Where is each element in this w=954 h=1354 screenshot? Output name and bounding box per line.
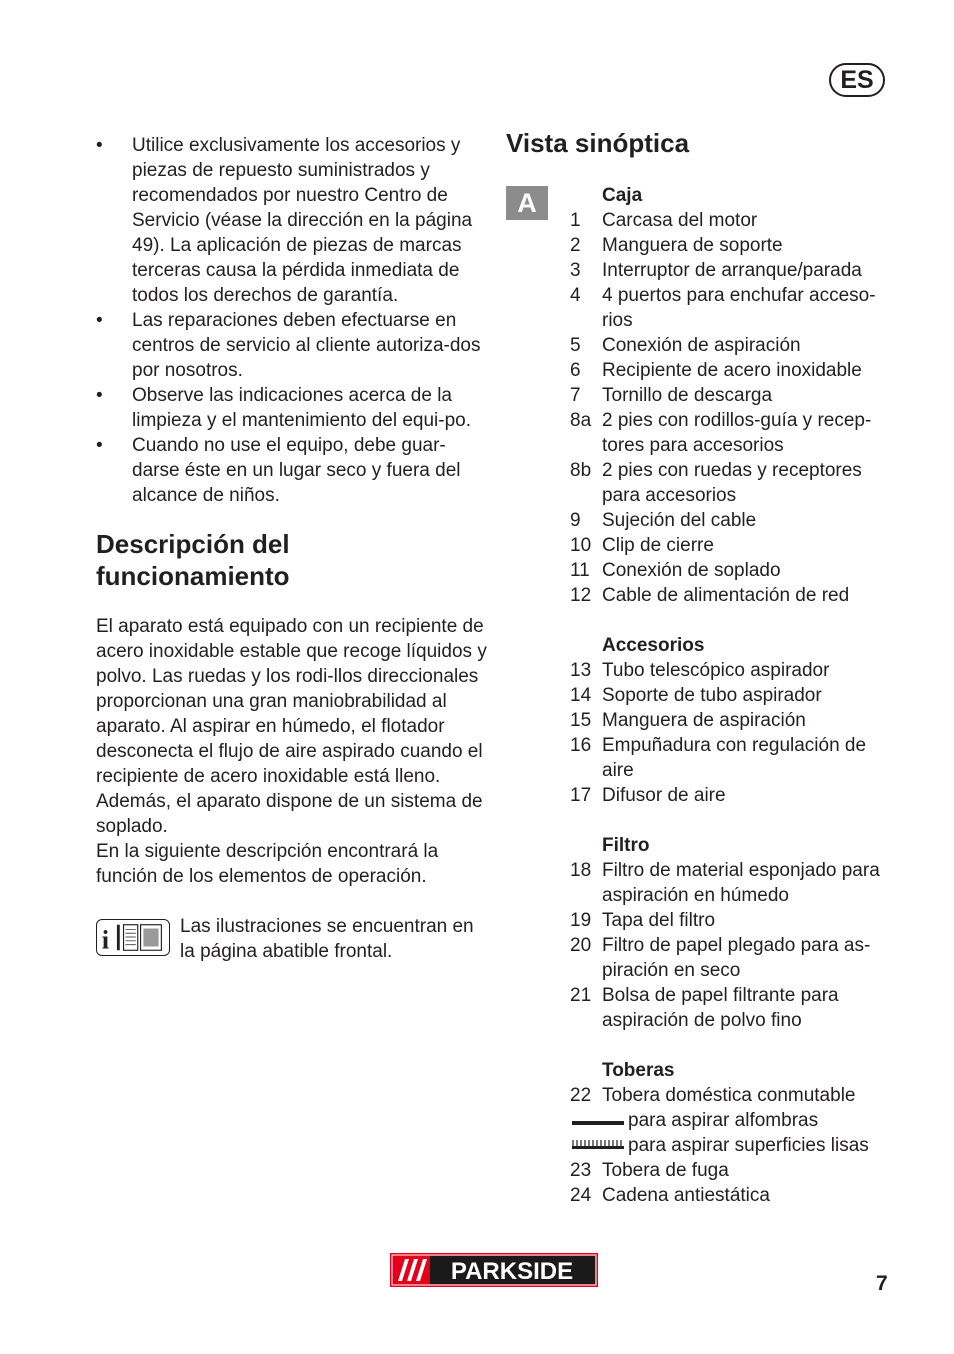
right-column — [506, 127, 896, 159]
list-item — [570, 708, 900, 733]
item-number: 19 — [570, 910, 592, 931]
group-filter — [570, 833, 900, 1033]
svg-text:i: i — [101, 924, 110, 955]
item-text: Bolsa de papel filtrante para aspiración de polvo fino — [602, 985, 839, 1031]
item-number: 23 — [570, 1160, 592, 1181]
item-number: 4 — [570, 285, 581, 306]
item-number: 14 — [570, 685, 592, 706]
item-number: 13 — [570, 660, 592, 681]
item-text: Tornillo de descarga — [602, 385, 773, 406]
list-item — [570, 508, 900, 533]
list-item — [570, 858, 900, 908]
item-text: Manguera de soporte — [602, 235, 783, 256]
safety-bullet-list — [96, 133, 488, 508]
info-text: Las ilustraciones se encuentran en la página abatible frontal. — [180, 916, 474, 962]
item-number: 9 — [570, 510, 581, 531]
item-text: Clip de cierre — [602, 535, 714, 556]
item-text: 2 pies con rodillos-guía y recep-tores para accesorios — [602, 410, 872, 456]
item-number: 7 — [570, 385, 581, 406]
brush-mode-icon — [570, 1133, 628, 1158]
item-number: 20 — [570, 935, 592, 956]
list-item — [570, 558, 900, 583]
item-text: Tubo telescópico aspirador — [602, 660, 830, 681]
group-title: Caja — [602, 185, 643, 206]
item-number: 2 — [570, 235, 581, 256]
list-item — [570, 1158, 900, 1183]
item-number: 3 — [570, 260, 581, 281]
heading-line-2: funcionamiento — [96, 561, 290, 591]
item-text: Filtro de material esponjado para aspiración en húmedo — [602, 860, 880, 906]
brand-name: PARKSIDE — [450, 1258, 574, 1285]
item-number: 16 — [570, 735, 592, 756]
item-text: Sujeción del cable — [602, 510, 757, 531]
item-text: Conexión de aspiración — [602, 335, 801, 356]
info-foldout-icon — [96, 919, 170, 956]
list-item — [570, 1183, 900, 1208]
sub-item-text: para aspirar alfombras — [628, 1110, 819, 1131]
group-accessories — [570, 633, 900, 808]
item-number: 10 — [570, 535, 592, 556]
description-text-2: En la siguiente descripción encontrará la función de los elementos de operación. — [96, 841, 439, 887]
item-text: Difusor de aire — [602, 785, 726, 806]
item-number: 5 — [570, 335, 581, 356]
item-number: 24 — [570, 1185, 592, 1206]
section-heading-overview: Vista sinóptica — [506, 128, 690, 158]
description-paragraph — [96, 614, 488, 889]
item-text: Soporte de tubo aspirador — [602, 685, 822, 706]
item-text: Manguera de aspiración — [602, 710, 806, 731]
section-heading-description — [96, 528, 488, 592]
list-item — [570, 733, 900, 783]
item-text: Recipiente de acero inoxidable — [602, 360, 862, 381]
list-item — [570, 333, 900, 358]
item-text: Interruptor de arranque/parada — [602, 260, 862, 281]
list-item — [570, 533, 900, 558]
left-column — [96, 133, 488, 964]
item-number: 8a — [570, 410, 592, 431]
list-item — [570, 658, 900, 683]
item-number: 15 — [570, 710, 592, 731]
list-item — [570, 258, 900, 283]
group-title: Filtro — [602, 835, 650, 856]
parkside-logo — [390, 1253, 598, 1287]
item-text: Carcasa del motor — [602, 210, 758, 231]
bullet-item: • Las reparaciones deben efectuarse en centros de servicio al cliente autoriza-dos por nosotros. — [96, 308, 488, 383]
item-number: 22 — [570, 1085, 592, 1106]
group-nozzles — [570, 1058, 900, 1208]
list-item — [570, 933, 900, 983]
item-text: Conexión de soplado — [602, 560, 781, 581]
item-text: Cable de alimentación de red — [602, 585, 850, 606]
item-text: Tobera de fuga — [602, 1160, 729, 1181]
sub-item-text: para aspirar superficies lisas — [628, 1135, 869, 1156]
item-number: 8b — [570, 460, 592, 481]
language-badge: ES — [829, 63, 885, 97]
item-text: Cadena antiestática — [602, 1185, 770, 1206]
group-title: Accesorios — [602, 635, 705, 656]
bullet-item: • Cuando no use el equipo, debe guar-darse éste en un lugar seco y fuera del alcance de niños. — [96, 433, 488, 508]
parts-list — [570, 183, 900, 1208]
sub-item-smooth — [570, 1133, 900, 1158]
list-item — [570, 283, 900, 333]
bullet-item: • Utilice exclusivamente los accesorios y piezas de repuesto suministrados y recomendados por nuestro Centro de Servicio (véase la dirección en la página 49). La aplicación de piezas de marcas terceras causa la pérdida inmediata de todos los derechos de garantía. — [96, 133, 488, 308]
group-housing — [570, 183, 900, 608]
page-number: 7 — [876, 1272, 888, 1295]
list-item — [570, 1083, 900, 1108]
list-item — [570, 358, 900, 383]
figure-reference-badge: A — [506, 186, 548, 220]
item-text: 4 puertos para enchufar acceso-rios — [602, 285, 876, 331]
list-item — [570, 583, 900, 608]
list-item — [570, 458, 900, 508]
description-text: El aparato está equipado con un recipiente de acero inoxidable estable que recoge líquidos y polvo. Las ruedas y los rodi-llos direccionales proporcionan una gran maniobrabilidad al aparato. Al aspirar en húmedo, el flotador desconecta el flujo de aire aspirado cuando el recipiente de acero inoxidable está lleno. Además, el aparato dispone de un sistema de soplado. — [96, 616, 487, 837]
item-text: Tobera doméstica conmutable — [602, 1085, 856, 1106]
item-text: Tapa del filtro — [602, 910, 716, 931]
list-item — [570, 408, 900, 458]
info-note — [96, 914, 488, 964]
item-number: 1 — [570, 210, 581, 231]
item-number: 11 — [570, 560, 590, 581]
item-number: 17 — [570, 785, 592, 806]
item-number: 21 — [570, 985, 592, 1006]
list-item — [570, 783, 900, 808]
list-item — [570, 208, 900, 233]
item-number: 6 — [570, 360, 581, 381]
carpet-mode-icon — [570, 1108, 628, 1133]
list-item — [570, 908, 900, 933]
item-text: Empuñadura con regulación de aire — [602, 735, 867, 781]
list-item — [570, 983, 900, 1033]
item-text: Filtro de papel plegado para as-piración en seco — [602, 935, 871, 981]
item-text: 2 pies con ruedas y receptores para accesorios — [602, 460, 862, 506]
item-number: 18 — [570, 860, 592, 881]
list-item — [570, 683, 900, 708]
list-item — [570, 383, 900, 408]
group-title: Toberas — [602, 1060, 675, 1081]
list-item — [570, 233, 900, 258]
sub-item-carpet — [570, 1108, 900, 1133]
bullet-item: • Observe las indicaciones acerca de la limpieza y el mantenimiento del equi-po. — [96, 383, 488, 433]
heading-line-1: Descripción del — [96, 529, 290, 559]
item-number: 12 — [570, 585, 592, 606]
